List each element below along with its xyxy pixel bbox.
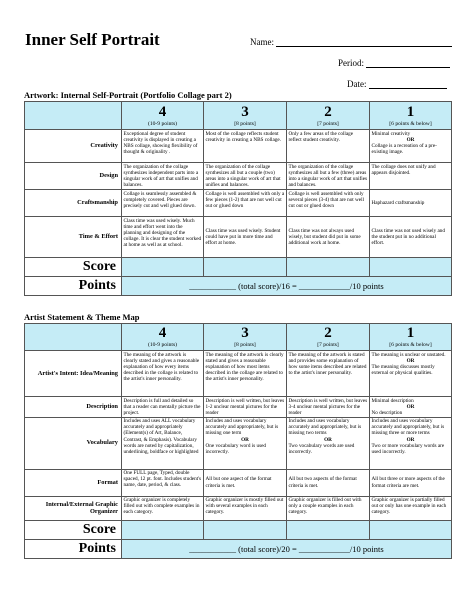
rubric-cell[interactable]: All but three or more aspects of the format criteria are met. <box>370 469 452 496</box>
points-formula[interactable]: ___________ (total score)/20 = ____________/10 points <box>122 539 452 558</box>
rubric-cell[interactable]: Includes and uses vocabulary accurately and appropriately, but is missing one term OR One vocabulary word is used incorrectly. <box>204 417 287 469</box>
page-title: Inner Self Portrait <box>25 30 160 49</box>
rubric-cell[interactable]: Graphic organizer is partially filled out or only has one example in each category. <box>370 496 452 520</box>
rubric-cell[interactable]: Minimal creativity OR Collage is a recreation of a pre-existing image. <box>370 130 452 163</box>
name-input-line[interactable] <box>276 46 452 47</box>
date-field <box>347 79 447 89</box>
criterion-label: Creativity <box>25 130 122 163</box>
rubric-cell[interactable]: The meaning of the artwork is clearly stated and gives a reasonable explanation of how most items described in the collage are related to the artist's inner personality. <box>204 351 287 397</box>
header-corner <box>25 324 122 351</box>
rubric-cell[interactable]: The organization of the collage synthesizes all but a few (three) areas into a singular work of art that unifies and balances. <box>287 163 370 190</box>
rubric-cell[interactable]: Only a few areas of the collage reflect student creativity. <box>287 130 370 163</box>
rubric-cell[interactable]: Description is well written, but leaves 1-2 unclear mental pictures for the reader <box>204 397 287 418</box>
rubric-cell[interactable]: Graphic organizer is completely filled out with complete examples in each category. <box>122 496 204 520</box>
date-label: Date: <box>347 79 367 89</box>
rubric-cell[interactable]: Description is well written, but leaves 3-4 unclear mental pictures for the reader <box>287 397 370 418</box>
rubric-cell[interactable]: Graphic organizer is filled out with only a couple examples in each category. <box>287 496 370 520</box>
section-title-artist-statement: Artist Statement & Theme Map <box>24 312 140 322</box>
rubric-cell[interactable]: The meaning of the artwork is stated and provides some explanation of how some items described are related to the artist's inner personality. <box>287 351 370 397</box>
score-label: Score <box>25 258 122 277</box>
rubric-row-graphic-organizer <box>25 496 452 520</box>
rubric-cell[interactable]: The organization of the collage synthesizes all but a couple (two) areas into a singular work of art that unifies and balances. <box>204 163 287 190</box>
score-row <box>25 520 452 539</box>
column-header-1: 1 [6 points & below] <box>370 324 452 351</box>
rubric-cell[interactable]: Collage is well assembled with only a few pieces (1-2) that are not well cut out or glued down <box>204 190 287 217</box>
criterion-label: Format <box>25 469 122 496</box>
points-row <box>25 539 452 558</box>
rubric-cell[interactable]: Description is full and detailed so that a reader can mentally picture the project. <box>122 397 204 418</box>
name-field <box>250 37 452 47</box>
rubric-row-design <box>25 163 452 190</box>
score-cell[interactable] <box>287 520 370 539</box>
header-row <box>25 102 452 130</box>
points-label: Points <box>25 539 122 558</box>
name-label: Name: <box>250 37 274 47</box>
column-header-4: 4 (10-9 points) <box>122 324 204 351</box>
column-header-2: 2 [7 points] <box>287 324 370 351</box>
rubric-cell[interactable]: Class time was used wisely. Student could have put in more time and effort at home. <box>204 217 287 258</box>
criterion-label: Design <box>25 163 122 190</box>
rubric-cell[interactable]: Class time was used wisely. Much time and effort went into the planning and designing of the collage. It is clear the student worked at home as well as at school. <box>122 217 204 258</box>
artwork-rubric-table <box>24 101 452 296</box>
column-header-3: 3 [8 points] <box>204 324 287 351</box>
score-cell[interactable] <box>122 520 204 539</box>
rubric-cell[interactable]: Minimal description OR No description <box>370 397 452 418</box>
points-row <box>25 277 452 296</box>
rubric-cell[interactable]: The meaning is unclear or unstated. OR The meaning discusses mostly external or physical qualities. <box>370 351 452 397</box>
column-header-1: 1 [6 points & below] <box>370 102 452 130</box>
rubric-row-creativity <box>25 130 452 163</box>
header-row <box>25 324 452 351</box>
rubric-row-vocabulary <box>25 417 452 469</box>
rubric-cell[interactable]: The organization of the collage synthesizes independent parts into a singular work of art that unifies and balances. <box>122 163 204 190</box>
criterion-label: Description <box>25 397 122 418</box>
rubric-cell[interactable]: One FULL page, Typed, double spaced, 12 pt. font. Includes student's name, date, period, & class. <box>122 469 204 496</box>
rubric-row-craftsmanship <box>25 190 452 217</box>
column-header-3: 3 [8 points] <box>204 102 287 130</box>
score-cell[interactable] <box>287 258 370 277</box>
column-header-2: 2 [7 points] <box>287 102 370 130</box>
rubric-cell[interactable]: All but one aspect of the format criteria is met. <box>204 469 287 496</box>
score-cell[interactable] <box>370 520 452 539</box>
rubric-row-artists-intent <box>25 351 452 397</box>
points-label: Points <box>25 277 122 296</box>
criterion-label: Time & Effort <box>25 217 122 258</box>
rubric-cell[interactable]: The meaning of the artwork is clearly stated and gives a reasonable explanation of how every items described in the collage is related to the artist's inner personality. <box>122 351 204 397</box>
rubric-cell[interactable]: Class time was not used wisely and the student put in no additional effort. <box>370 217 452 258</box>
score-cell[interactable] <box>122 258 204 277</box>
section-title-artwork: Artwork: Internal Self-Portrait (Portfolio Collage part 2) <box>24 90 232 100</box>
rubric-cell[interactable]: Graphic organizer is mostly filled out with several examples in each category. <box>204 496 287 520</box>
header-corner <box>25 102 122 130</box>
rubric-cell[interactable]: Includes and uses vocabulary accurately and appropriately, but is missing two terms OR Two vocabulary words are used incorrectly. <box>287 417 370 469</box>
criterion-label: Vocabulary <box>25 417 122 469</box>
criterion-label: Craftsmanship <box>25 190 122 217</box>
score-cell[interactable] <box>204 520 287 539</box>
criterion-label: Internal/External Graphic Organizer <box>25 496 122 520</box>
artist-statement-rubric-table <box>24 323 452 559</box>
period-input-line[interactable] <box>366 67 450 68</box>
score-cell[interactable] <box>370 258 452 277</box>
rubric-cell[interactable]: The collage does not unify and appears disjointed. <box>370 163 452 190</box>
rubric-cell[interactable]: Includes and uses ALL vocabulary accurately and appropriately (Element(s) of Art, Balance, Contrast, & Emphasis). Vocabulary words are noted by capitalization, underlining, boldface or highlighted <box>122 417 204 469</box>
period-label: Period: <box>338 58 364 68</box>
rubric-cell[interactable]: Exceptional degree of student creativity is displayed in creating a NBS collage, showing flexibility of thought & originality . <box>122 130 204 163</box>
rubric-row-description <box>25 397 452 418</box>
rubric-cell[interactable]: Haphazard craftsmanship <box>370 190 452 217</box>
rubric-cell[interactable]: Most of the collage reflects student creativity in creating a NBS collage. <box>204 130 287 163</box>
column-header-4: 4 (10-9 points) <box>122 102 204 130</box>
date-input-line[interactable] <box>369 88 447 89</box>
rubric-cell[interactable]: Class time was not always used wisely, but student did put in some additional work at home. <box>287 217 370 258</box>
rubric-cell[interactable]: Collage is seamlessly assembled & completely covered. Pieces are precisely cut and well glued down. <box>122 190 204 217</box>
rubric-cell[interactable]: Includes and uses vocabulary accurately and appropriately, but is missing three or more terms OR Two or more vocabulary words are used incorrectly. <box>370 417 452 469</box>
period-field <box>338 58 450 68</box>
points-formula[interactable]: ___________ (total score)/16 = ____________/10 points <box>122 277 452 296</box>
rubric-row-time-effort <box>25 217 452 258</box>
score-label: Score <box>25 520 122 539</box>
score-cell[interactable] <box>204 258 287 277</box>
rubric-cell[interactable]: All but two aspects of the format criteria is met. <box>287 469 370 496</box>
rubric-row-format <box>25 469 452 496</box>
rubric-cell[interactable]: Collage is well assembled with only several pieces (3-4) that are not well cut out or glued down <box>287 190 370 217</box>
score-row <box>25 258 452 277</box>
criterion-label: Artist's Intent: Idea/Meaning <box>25 351 122 397</box>
